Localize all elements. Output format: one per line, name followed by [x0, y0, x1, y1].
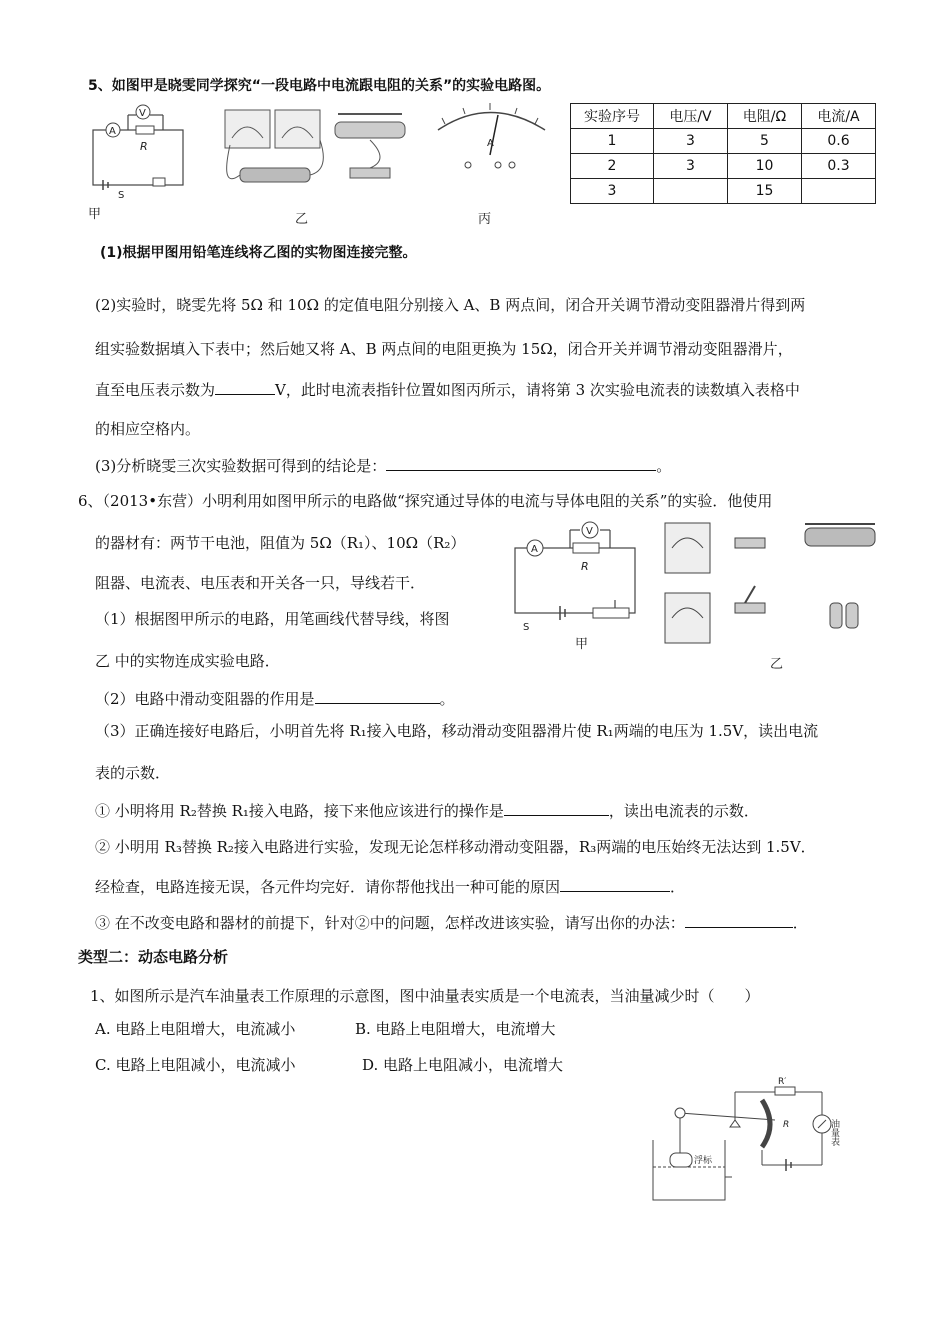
q5-figure-jia-circuit: [88, 100, 198, 220]
table-cell: 0.3: [802, 154, 876, 179]
q5-part2-line4: 的相应空格内。: [95, 420, 201, 438]
q6-line12: ③ 在不改变电路和器材的前提下，针对②中的问题，怎样改进该实验，请写出你的办法： ．: [95, 914, 808, 932]
answer-blank-voltage[interactable]: [215, 380, 275, 395]
q5-title: 5、如图甲是晓雯同学探究“一段电路中电流跟电阻的关系”的实验电路图。: [88, 78, 551, 94]
q6-line9: ① 小明将用 R₂替换 R₁接入电路，接下来他应该进行的操作是 ，读出电流表的示数．: [95, 802, 759, 820]
q5-figure-bing-ammeter: [430, 100, 560, 225]
q5-part3: (3)分析晓雯三次实验数据可得到的结论是： 。: [95, 457, 672, 475]
q6-line11: 经检查，电路连接无误，各元件均完好．请你帮他找出一种可能的原因 ．: [95, 878, 686, 896]
q5-part1: (1)根据甲图用铅笔连线将乙图的实物图连接完整。: [100, 245, 417, 261]
table-cell: 10: [728, 154, 802, 179]
table-row: [571, 129, 876, 154]
q6-title: 6、（2013•东营）小明利用如图甲所示的电路做“探究通过导体的电流与导体电阻的关系”的实验．他使用: [78, 492, 773, 510]
label-bing: 丙: [478, 212, 492, 227]
table-cell: 3: [654, 129, 728, 154]
table-header-row: [571, 104, 876, 129]
fuel-gauge-diagram: [650, 1075, 865, 1205]
label-yi: 乙: [770, 657, 784, 672]
q6-line7: （3）正确连接好电路后，小明首先将 R₁接入电路，移动滑动变阻器滑片使 R₁两端的电压为 1.5V，读出电流: [95, 722, 819, 740]
option-a[interactable]: A. 电路上电阻增大，电流减小: [95, 1020, 296, 1038]
table-header-cell: 电阻/Ω: [728, 104, 802, 129]
label-jia: 甲: [575, 637, 589, 652]
table-cell-blank-current[interactable]: [802, 179, 876, 204]
table-cell: 0.6: [802, 129, 876, 154]
q6-line4: （1）根据图甲所示的电路，用笔画线代替导线，将图: [95, 610, 450, 628]
q6-line8: 表的示数．: [95, 764, 171, 782]
label-yi: 乙: [295, 212, 309, 227]
ammeter-needle: [490, 115, 498, 155]
table-cell: 1: [571, 129, 654, 154]
svg-text:V: V: [139, 108, 146, 119]
q6-line10: ② 小明用 R₃替换 R₂接入电路进行实验，发现无论怎样移动滑动变阻器，R₃两端的电压始终无法达到 1.5V．: [95, 838, 816, 856]
q6-line3: 阻器、电流表、电压表和开关各一只，导线若干．: [95, 574, 426, 592]
answer-blank-improvement[interactable]: [685, 913, 793, 928]
svg-text:R: R: [140, 140, 148, 153]
section-heading: 类型二：动态电路分析: [78, 948, 229, 966]
label-jia: 甲: [88, 207, 102, 222]
q6-figure-jia-circuit: [505, 518, 645, 653]
option-d[interactable]: D. 电路上电阻减小，电流增大: [362, 1056, 564, 1074]
q6-line2: 的器材有：两节干电池，阻值为 5Ω（R₁）、10Ω（R₂）: [95, 534, 466, 552]
q6-figure-yi-apparatus: [650, 518, 880, 673]
table-row: [571, 154, 876, 179]
svg-text:R: R: [783, 1120, 790, 1130]
answer-blank-rheostat-role[interactable]: [315, 689, 440, 704]
table-header-cell: 电流/A: [802, 104, 876, 129]
answer-blank-reason[interactable]: [560, 877, 670, 892]
svg-text:浮标: 浮标: [694, 1156, 713, 1166]
table-header-cell: 实验序号: [571, 104, 654, 129]
q6-line6: （2）电路中滑动变阻器的作用是 。: [95, 690, 455, 708]
resistor-symbol: [136, 126, 154, 134]
table-cell-blank-voltage[interactable]: [654, 179, 728, 204]
table-cell: 2: [571, 154, 654, 179]
q6-line5: 乙 中的实物连成实验电路．: [95, 652, 280, 670]
svg-text:油量表: 油量表: [829, 1119, 839, 1146]
q5-part2-line2: 组实验数据填入下表中；然后她又将 A、B 两点间的电阻更换为 15Ω，闭合开关并调节滑动变阻器滑片，: [95, 340, 793, 358]
svg-text:R: R: [581, 560, 589, 573]
q5-part2-line1: (2)实验时，晓雯先将 5Ω 和 10Ω 的定值电阻分别接入 A、B 两点间，闭合开关调节滑动变阻器滑片得到两: [95, 296, 806, 314]
svg-text:S: S: [523, 622, 530, 633]
table-cell: 15: [728, 179, 802, 204]
svg-text:A: A: [487, 138, 494, 149]
table-cell: 3: [654, 154, 728, 179]
q5-part2-line3: 直至电压表示数为 V，此时电流表指针位置如图丙所示，请将第 3 次实验电流表的读数填入表格中: [95, 381, 800, 399]
option-c[interactable]: C. 电路上电阻减小，电流减小: [95, 1056, 296, 1074]
answer-blank-operation[interactable]: [504, 801, 609, 816]
svg-text:R′: R′: [778, 1077, 787, 1087]
type2-q1: 1、如图所示是汽车油量表工作原理的示意图，图中油量表实质是一个电流表，当油量减少时（ ）: [90, 987, 760, 1005]
table-cell: 5: [728, 129, 802, 154]
q5-data-table: [570, 103, 876, 204]
svg-text:A: A: [109, 126, 116, 137]
table-cell: 3: [571, 179, 654, 204]
svg-text:V: V: [586, 526, 593, 537]
answer-blank-conclusion[interactable]: [386, 456, 656, 471]
table-row: [571, 179, 876, 204]
svg-text:S: S: [118, 190, 125, 201]
table-header-cell: 电压/V: [654, 104, 728, 129]
option-b[interactable]: B. 电路上电阻增大，电流增大: [355, 1020, 556, 1038]
svg-text:A: A: [531, 544, 538, 555]
q5-figure-yi-apparatus: [220, 100, 420, 225]
